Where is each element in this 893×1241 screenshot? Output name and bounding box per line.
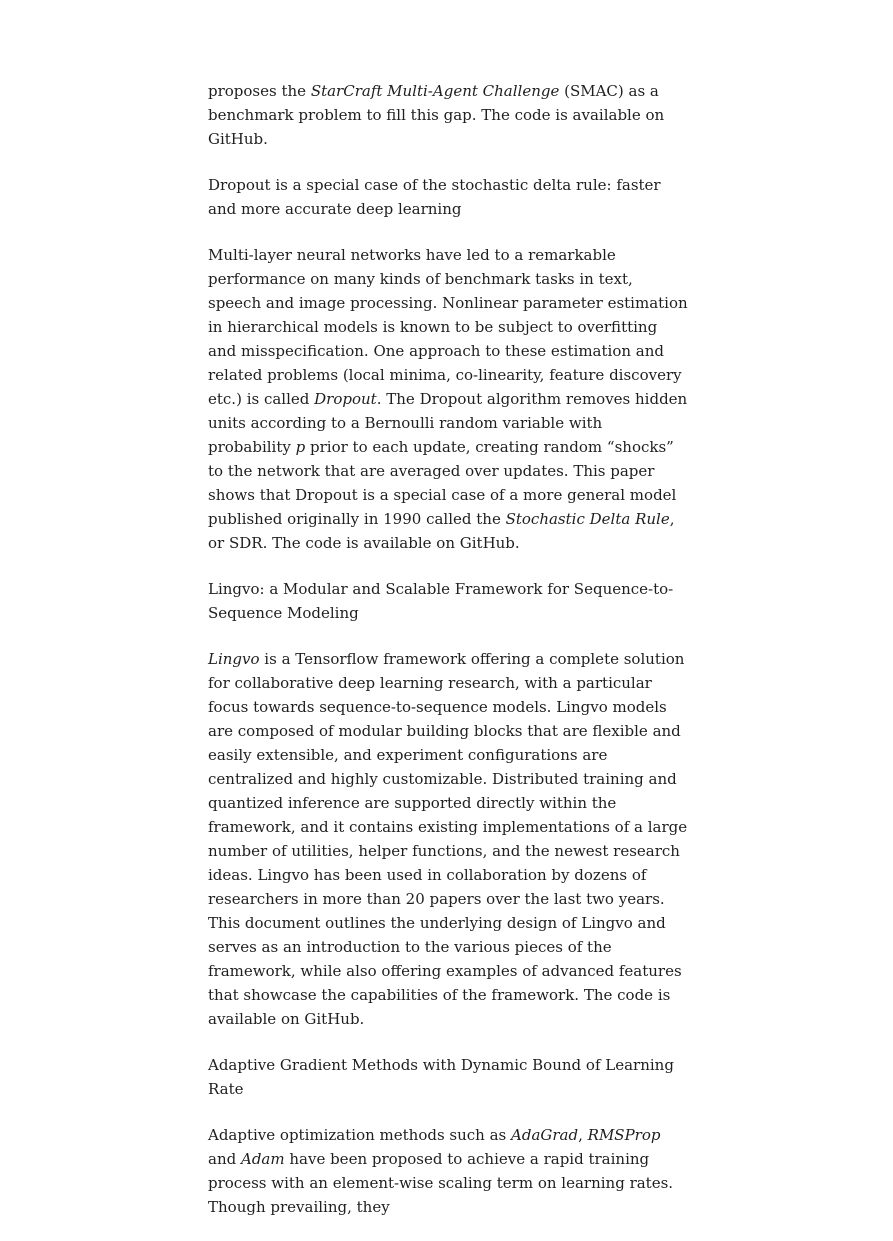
text-run: is a Tensorflow framework offering a complete solution for collaborative deep learning research, with a particular focus towards sequence-to-sequence models. Lingvo models are composed of modular building blocks that are flexible and easily extensible, and experiment configurations are centralized and highly customizable. Distributed training and quantized inference are supported directly within the framework, and it contains existing implementations of a large number of utilities, helper functions, and the newest research ideas. Lingvo has been used in collaboration by dozens of researchers in more than 20 papers over the last two years. This document outlines the underlying design of Lingvo and serves as an introduction to the various pieces of the framework, while also offering examples of advanced features that showcase the capabilities of the framework. The code is available on GitHub. bbox=[208, 650, 688, 1028]
paper-title bbox=[208, 577, 688, 625]
text-run: have been proposed to achieve a rapid training process with an element-wise scaling term on learning rates. Though prevailing, they bbox=[208, 1150, 674, 1216]
text-run: and bbox=[208, 1150, 241, 1168]
italic-term: p bbox=[295, 438, 306, 456]
paper-abstract bbox=[208, 79, 688, 151]
italic-term: Lingvo bbox=[208, 650, 260, 668]
italic-term: Adam bbox=[240, 1150, 285, 1168]
italic-term: AdaGrad bbox=[511, 1126, 579, 1144]
text-run: . The Dropout algorithm removes hidden units according to a Bernoulli random variable with probability bbox=[208, 390, 688, 456]
text-run: Multi-layer neural networks have led to a remarkable performance on many kinds of benchmark tasks in text, speech and image processing. Nonlinear parameter estimation in hierarchical models is known to be subject to overfitting and misspecification. One approach to these estimation and related problems (local minima, co-linearity, feature discovery etc.) is called bbox=[208, 246, 688, 408]
italic-term: Stochastic Delta Rule bbox=[505, 510, 670, 528]
paper-abstract bbox=[208, 1123, 688, 1219]
text-run: (SMAC) as a benchmark problem to fill this gap. The code is available on GitHub. bbox=[208, 82, 665, 148]
article-body bbox=[208, 79, 688, 1241]
paper-abstract bbox=[208, 243, 688, 555]
text-run: Adaptive optimization methods such as bbox=[208, 1126, 512, 1144]
italic-term: StarCraft Multi-Agent Challenge bbox=[310, 82, 560, 100]
text-run: proposes the bbox=[208, 82, 311, 100]
paper-abstract bbox=[208, 647, 688, 1031]
paper-title bbox=[208, 1053, 688, 1101]
text-run: Dropout is a special case of the stochastic delta rule: faster and more accurate deep learning bbox=[208, 176, 661, 218]
text-run: , bbox=[578, 1126, 588, 1144]
italic-term: Dropout bbox=[314, 390, 377, 408]
text-run: prior to each update, creating random “shocks” to the network that are averaged over updates. This paper shows that Dropout is a special case of a more general model published originally in 1990 called the bbox=[208, 438, 677, 528]
paper-title bbox=[208, 173, 688, 221]
text-run: , or SDR. The code is available on GitHub. bbox=[208, 510, 675, 552]
italic-term: RMSProp bbox=[587, 1126, 661, 1144]
text-run: Adaptive Gradient Methods with Dynamic Bound of Learning Rate bbox=[208, 1056, 674, 1098]
text-run: Lingvo: a Modular and Scalable Framework for Sequence-to-Sequence Modeling bbox=[208, 580, 674, 622]
